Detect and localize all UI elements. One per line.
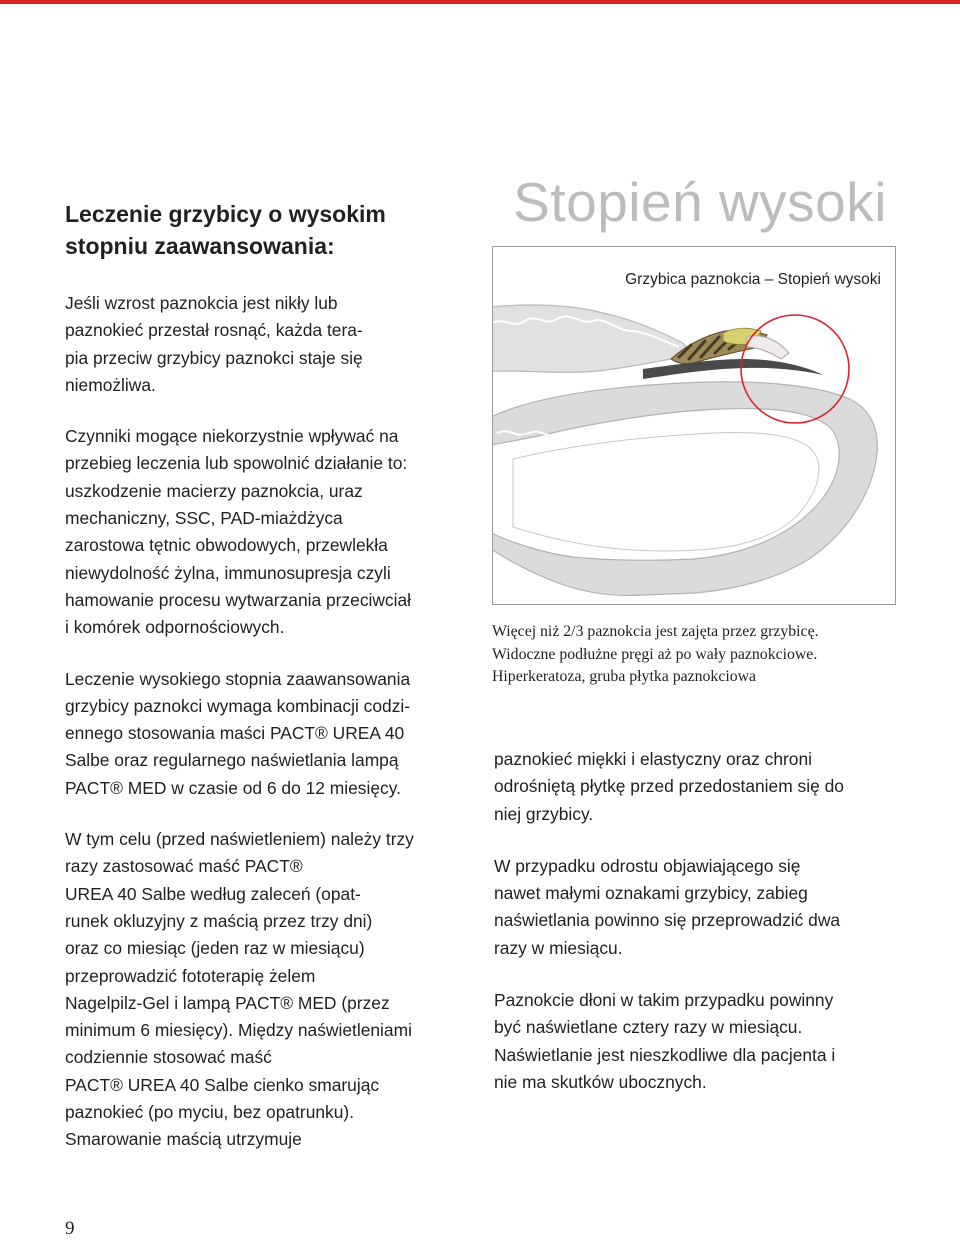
soft-tissue-inner: [513, 433, 819, 551]
description-line: Hiperkeratoza, gruba płytka paznokciowa: [492, 668, 757, 685]
paragraph-continuation: paznokieć miękki i elastyczny oraz chroni odrośniętą płytkę przed przedostaniem się do niej grzybicy.: [494, 749, 844, 824]
left-column: [65, 198, 480, 1178]
paragraph-intro: Jeśli wzrost paznokcia jest nikły lub paznokieć przestał rosnąć, każda tera- pia przeciw grzybicy paznokci staje się niemożliwa.: [65, 293, 363, 395]
paragraph-fingernails: Paznokcie dłoni w takim przypadku powinny być naświetlane cztery razy w miesiącu. Naświetlanie jest nieszkodliwe dla pacjenta i nie ma skutków ubocznych.: [494, 990, 836, 1092]
upper-skin-tissue: [493, 305, 693, 372]
paragraph-procedure: W tym celu (przed naświetleniem) należy trzy razy zastosować maść PACT® UREA 40 Salbe według zaleceń (opat- runek okluzyjny z maścią przez trzy dni) oraz co miesiąc (jeden raz w miesiącu) przeprowadzić fototerapię żelem Nagelpilz-Gel i lampą PACT® MED (przez minimum 6 miesięcy). Między naświetleniami codziennie stosować maść PACT® UREA 40 Salbe cienko smarując paznokieć (po myciu, bez opatrunku). Smarowanie maścią utrzymuje: [65, 829, 414, 1150]
paragraph-treatment: Leczenie wysokiego stopnia zaawansowania grzybicy paznokci wymaga kombinacji codzi- ennego stosowania maści PACT® UREA 40 Salbe oraz regularnego naświetlania lampą PACT® MED w czasie od 6 do 12 miesięcy.: [65, 668, 411, 798]
figure-description: [492, 621, 912, 689]
nail-diagram-figure: [492, 246, 896, 605]
right-column: [494, 746, 914, 1121]
page-number: 9: [65, 1218, 75, 1239]
description-line: Widoczne podłużne pręgi aż po wały paznokciowe.: [492, 645, 818, 663]
description-line: Więcej niż 2/3 paznokcia jest zajęta przez grzybicę.: [492, 623, 819, 640]
top-accent-bar: [0, 0, 960, 4]
nail-tip: [747, 336, 789, 359]
figure-caption: Grzybica paznokcia – Stopień wysoki: [625, 271, 881, 288]
paragraph-regrowth: W przypadku odrostu objawiającego się nawet małymi oznakami grzybicy, zabieg naświetlania powinno się przeprowadzić dwa razy w miesiącu.: [494, 855, 841, 958]
section-title: Leczenie grzybicy o wysokim stopniu zaawansowania:: [65, 201, 386, 259]
nail-cross-section-illustration: [493, 247, 896, 605]
nail-bed-dark-layer: [643, 359, 823, 379]
paragraph-factors: Czynniki mogące niekorzystnie wpływać na przebieg leczenia lub spowolnić działanie to: uszkodzenie macierzy paznokcia, uraz mechaniczny, SSC, PAD-miażdżyca zarostowa tętnic obwodowych, przewlekła niewydolność żylna, immunosupresja czyli hamowanie procesu wytwarzania przeciwciał i komórek odpornościowych.: [65, 426, 412, 638]
stage-heading: Stopień wysoki: [513, 171, 887, 233]
